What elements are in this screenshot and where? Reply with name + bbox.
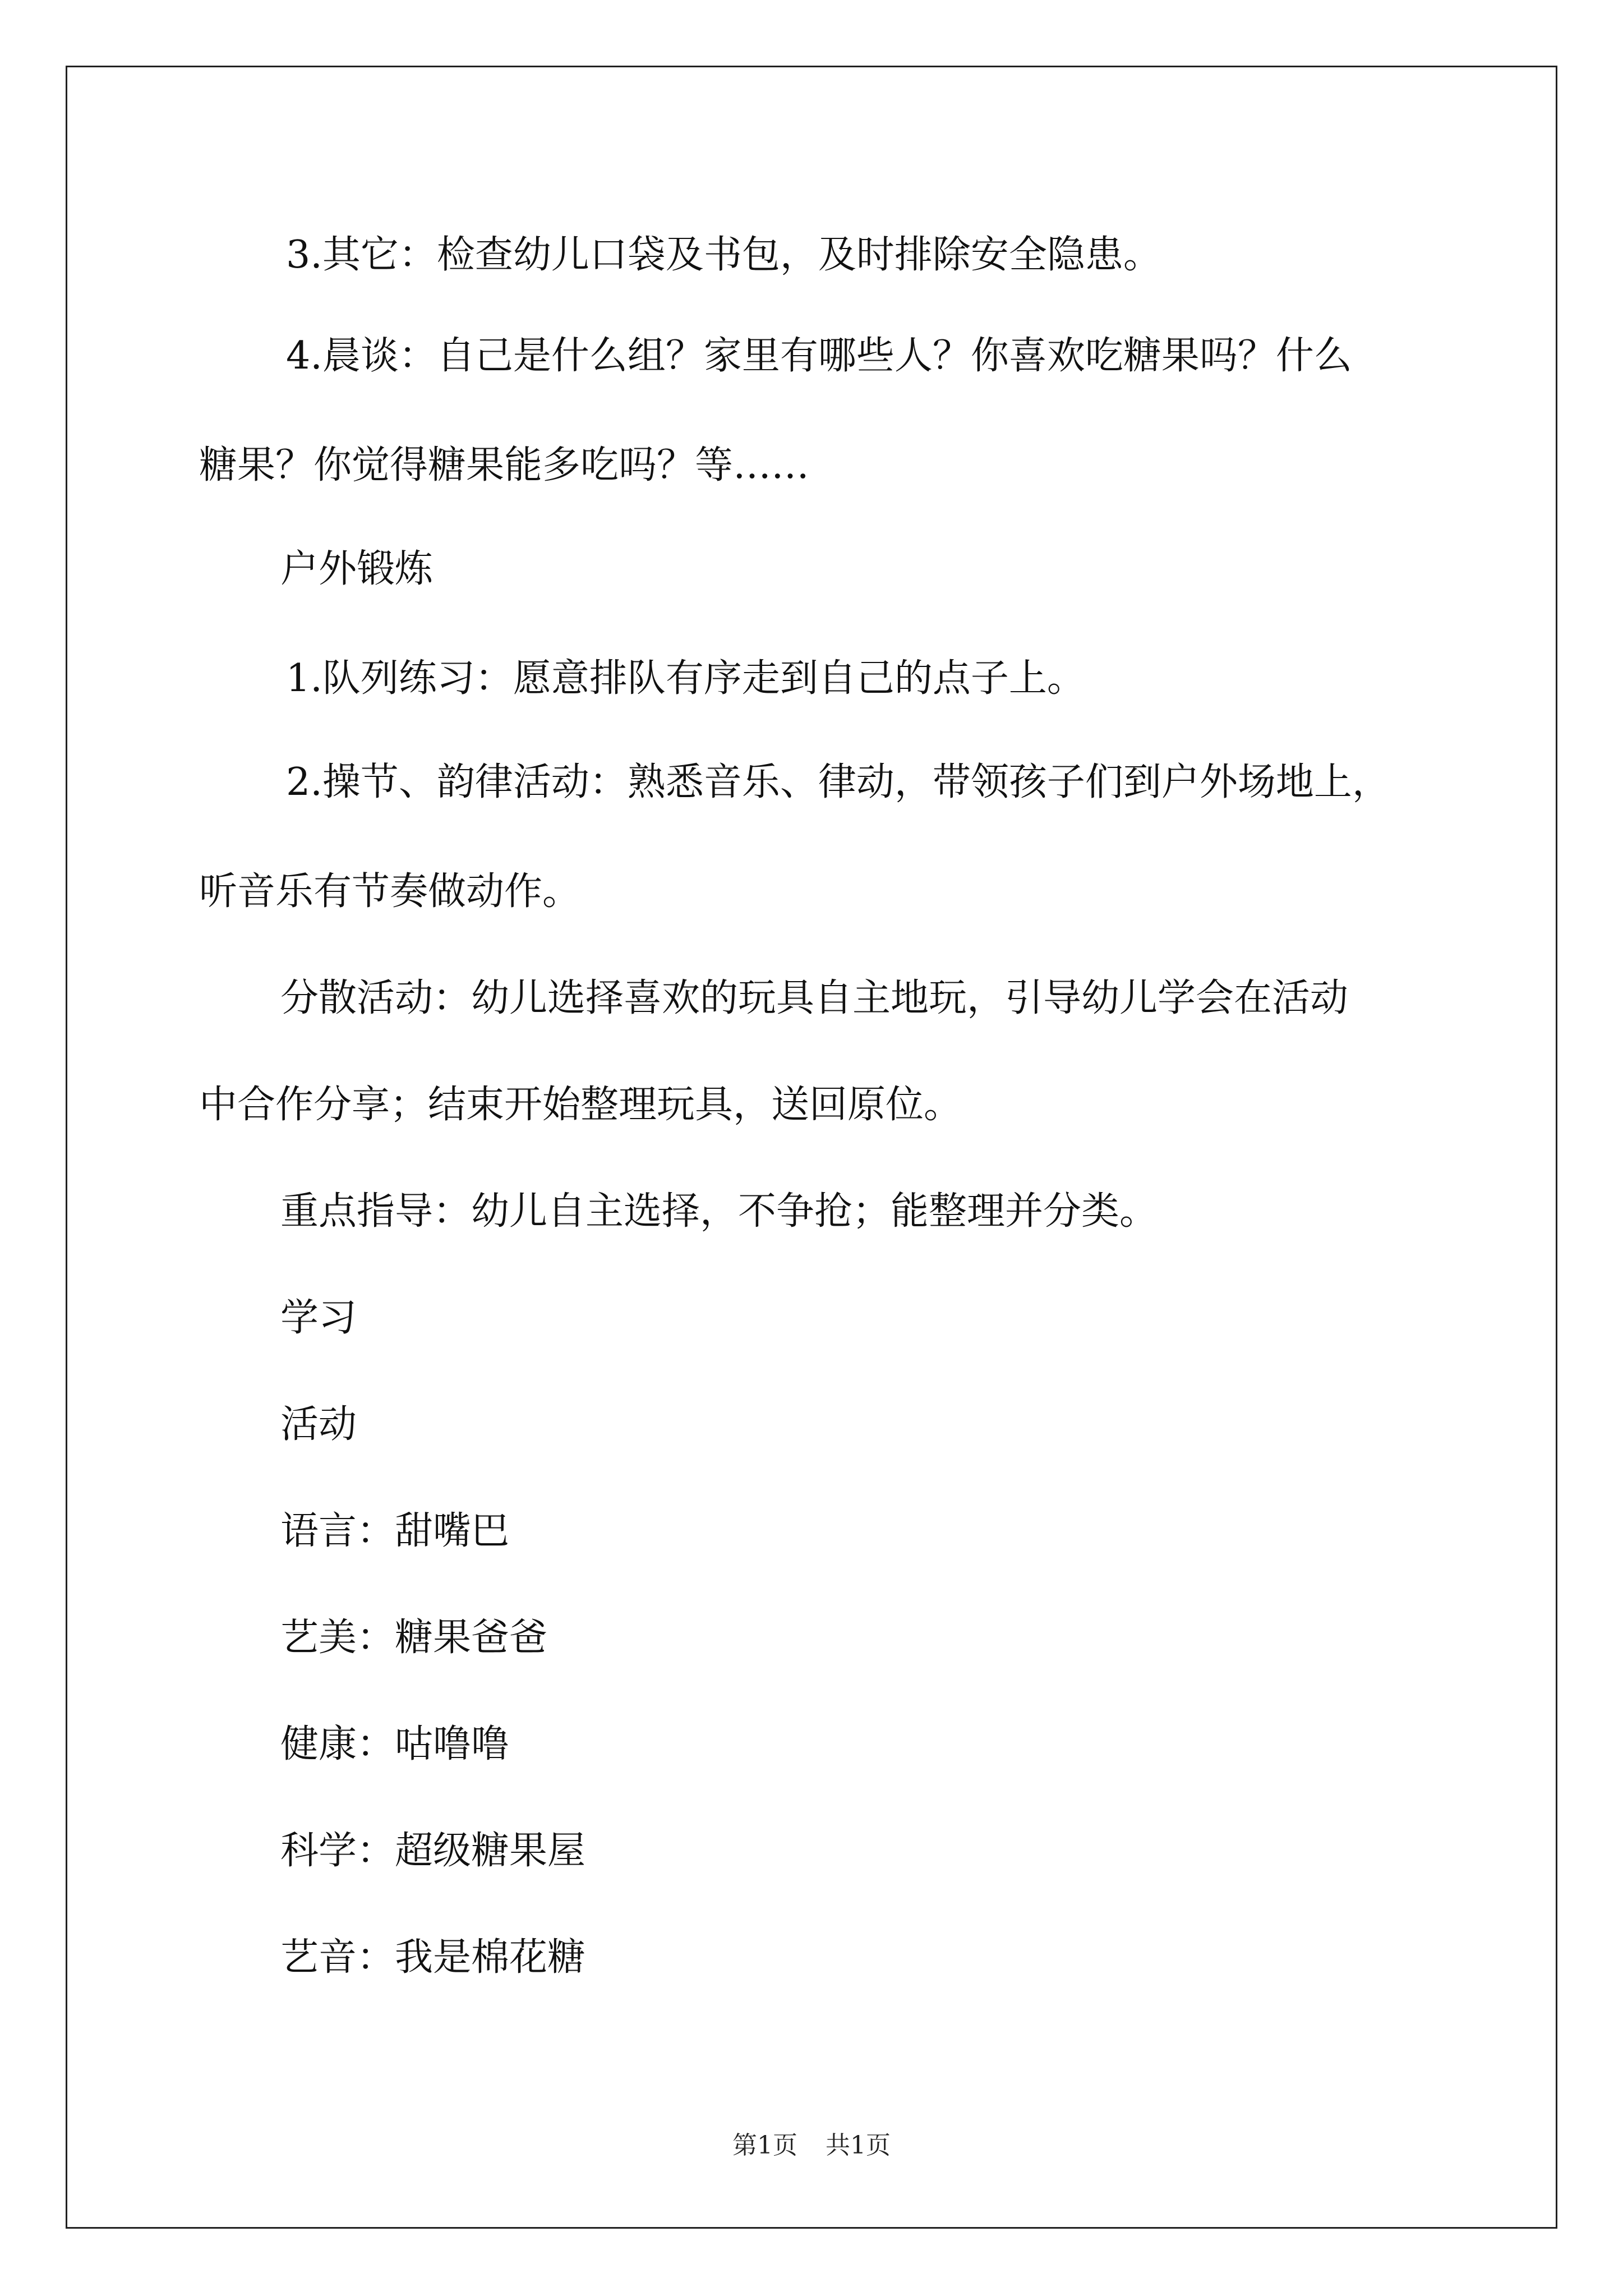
activity-item: 艺美：糖果爸爸	[280, 1616, 548, 1660]
activity-item: 艺音：我是棉花糖	[280, 1935, 586, 1980]
paragraph-line: 重点指导：幼儿自主选择，不争抢；能整理并分类。	[280, 1189, 1158, 1234]
section-heading: 学习	[280, 1296, 357, 1340]
activity-item: 健康：咕噜噜	[280, 1722, 510, 1766]
page-border	[66, 66, 1557, 2229]
page-total: 共1页	[826, 2131, 891, 2160]
activity-item: 科学：超级糖果屋	[280, 1829, 586, 1873]
section-heading: 活动	[280, 1402, 357, 1447]
section-heading: 户外锻炼	[280, 547, 434, 591]
paragraph-line: 糖果？你觉得糖果能多吃吗？等……	[199, 443, 810, 487]
paragraph-line: 1.队列练习：愿意排队有序走到自己的点子上。	[286, 656, 1085, 701]
page-footer	[0, 2129, 1623, 2162]
paragraph-line: 听音乐有节奏做动作。	[199, 869, 581, 914]
paragraph-line: 中合作分享；结束开始整理玩具，送回原位。	[199, 1083, 962, 1127]
paragraph-line: 分散活动：幼儿选择喜欢的玩具自主地玩，引导幼儿学会在活动	[280, 976, 1349, 1020]
paragraph-line: 4.晨谈：自己是什么组？家里有哪些人？你喜欢吃糖果吗？什么	[286, 334, 1352, 378]
paragraph-line: 2.操节、韵律活动：熟悉音乐、律动，带领孩子们到户外场地上，	[286, 760, 1390, 804]
activity-item: 语言：甜嘴巴	[280, 1509, 510, 1553]
paragraph-line: 3.其它：检查幼儿口袋及书包，及时排除安全隐患。	[286, 233, 1161, 277]
page-number: 第1页	[732, 2131, 797, 2160]
